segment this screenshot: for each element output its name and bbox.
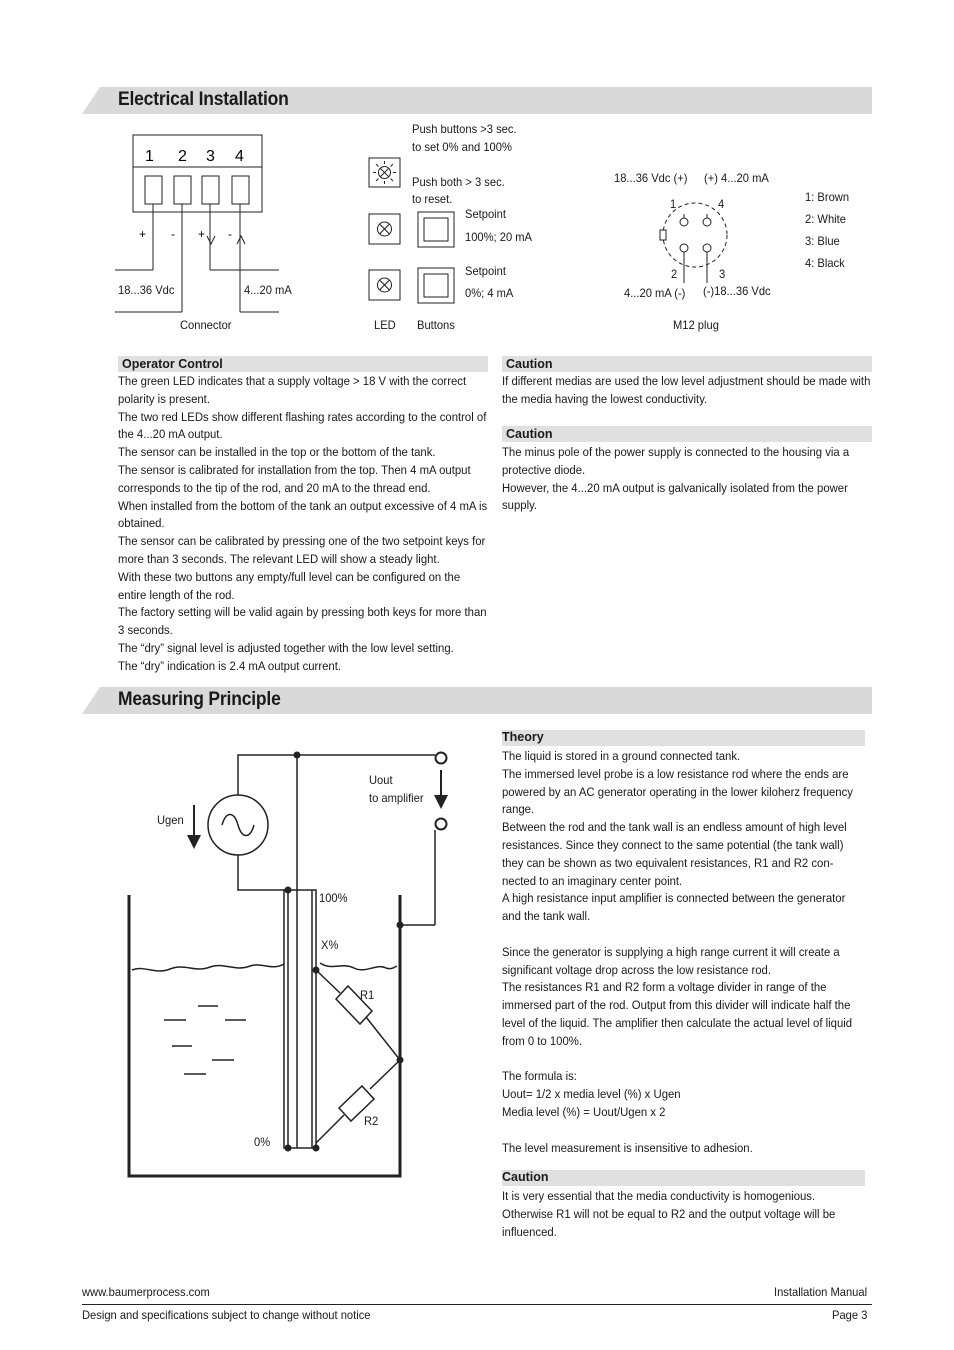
theory-bar (502, 730, 865, 746)
wire-color-3: 3: Blue (805, 234, 840, 248)
footer-divider (82, 1304, 872, 1305)
caution-2-text (502, 444, 874, 515)
setpoint-low-button (418, 268, 454, 303)
wire-color-1: 1: Brown (805, 190, 850, 204)
theory-paragraph: The level measurement is insensitive to adhesion. (502, 1140, 753, 1155)
connector-number-2: 2 (178, 148, 187, 165)
connector-sign-3: + (198, 227, 206, 241)
r1-label: R1 (360, 988, 375, 1002)
ugen-label: Ugen (157, 813, 184, 827)
caution-2-bar (502, 426, 872, 442)
theory-paragraph (502, 1122, 867, 1140)
m12-caption: M12 plug (673, 318, 719, 332)
m12-top-right-label: (+) 4...20 mA (704, 171, 769, 185)
level-x-label: X% (321, 938, 339, 952)
theory-paragraph (502, 926, 867, 944)
m12-pin-3-label: 3 (719, 267, 726, 281)
r2-label: R2 (364, 1114, 379, 1128)
led-caption: LED (374, 318, 396, 332)
caution-3-bar (502, 1170, 865, 1186)
led-low-icon (369, 270, 400, 300)
connector-output-label: 4...20 mA (244, 283, 292, 297)
m12-pin-4-label: 4 (718, 197, 725, 211)
operator-paragraph: The two red LEDs show different flashing rates according to the control of the 4...20 mA output. (118, 409, 487, 442)
section-title-electrical: Electrical Installation (118, 89, 289, 110)
connector-number-3: 3 (206, 148, 215, 165)
theory-paragraph: Between the rod and the tank wall is an endless amount of high level resistances. Since they connect to the same potential (the tank wall) they can be shown as two equivalent resistances, R1 and R2 con-nected to an imaginary center point. (502, 820, 847, 888)
buttons-caption: Buttons (417, 318, 455, 332)
connector-caption: Connector (180, 318, 232, 332)
operator-control-title: Operator Control (122, 357, 223, 371)
theory-paragraph: The formula is: (502, 1069, 577, 1084)
theory-paragraph: Since the generator is supplying a high range current it will create a significant voltage drop across the low resistance rod. (502, 944, 840, 977)
operator-paragraph: When installed from the bottom of the tank an output excessive of 4 mA is obtained. (118, 498, 488, 531)
operator-paragraph: The sensor can be calibrated by pressing one of the two setpoint keys for more than 3 seconds. The relevant LED will show a steady light. (118, 534, 486, 566)
caution-3-text (502, 1188, 867, 1241)
caution-2-title: Caution (506, 427, 553, 441)
caution-paragraph: However, the 4...20 mA output is galvanically isolated from the power supply. (502, 480, 848, 513)
footer-manual: Installation Manual (774, 1285, 868, 1299)
level-0-label: 0% (254, 1135, 271, 1149)
operator-paragraph: The “dry” indication is 2.4 mA output current. (118, 658, 342, 673)
theory-paragraph: A high resistance input amplifier is connected between the generator and the tank wall. (502, 891, 846, 924)
led-button-panel (366, 155, 466, 305)
connector-sign-1: + (139, 227, 147, 241)
operator-paragraph: The “dry” signal level is adjusted together with the low level setting. (118, 640, 454, 655)
push-note-line-3: Push both > 3 sec. (412, 175, 505, 189)
caution-paragraph: The minus pole of the power supply is connected to the housing via a protective diode. (502, 445, 850, 477)
theory-paragraph: Media level (%) = Uout/Ugen x 2 (502, 1104, 666, 1119)
operator-paragraph: With these two buttons any empty/full level can be configured on the entire length of the rod. (118, 569, 461, 602)
connector-number-4: 4 (235, 148, 244, 165)
setpoint-high-label: Setpoint (465, 207, 506, 221)
theory-paragraph: The liquid is stored in a ground connected tank. (502, 749, 741, 763)
footer-page-number: Page 3 (832, 1308, 868, 1322)
operator-paragraph: The green LED indicates that a supply voltage > 18 V with the correct polarity is present. (118, 374, 467, 406)
m12-bottom-right-label: (-)18...36 Vdc (703, 284, 771, 298)
connector-number-1: 1 (145, 148, 154, 165)
m12-pin-2-label: 2 (671, 267, 678, 281)
setpoint-high-button (418, 212, 454, 247)
caution-1-bar (502, 356, 872, 372)
caution-paragraph: It is very essential that the media conductivity is homogenious. Otherwise R1 will not be equal to R2 and the output voltage will be influenced. (502, 1189, 836, 1239)
operator-control-text (118, 373, 490, 676)
footer-disclaimer: Design and specifications subject to change without notice (82, 1308, 371, 1322)
connector-sign-2: - (171, 227, 175, 241)
m12-top-left-label: 18...36 Vdc (+) (614, 171, 688, 185)
wire-color-2: 2: White (805, 212, 846, 226)
theory-paragraph: Uout= 1/2 x media level (%) x Ugen (502, 1087, 681, 1102)
section-title-measuring: Measuring Principle (118, 689, 281, 710)
setpoint-low-label: Setpoint (465, 264, 506, 278)
footer-website: www.baumerprocess.com (82, 1285, 210, 1299)
theory-text (502, 748, 867, 1157)
push-note-line-4: to reset. (412, 192, 453, 206)
setpoint-high-value: 100%; 20 mA (465, 230, 533, 244)
connector-supply-label: 18...36 Vdc (118, 283, 175, 297)
theory-paragraph: The immersed level probe is a low resistance rod where the ends are powered by an AC generator operating in the lower kiloherz frequency range. (502, 766, 853, 817)
operator-paragraph: The sensor can be installed in the top or the bottom of the tank. (118, 445, 436, 460)
connector-sign-4: - (228, 227, 232, 241)
operator-paragraph: The factory setting will be valid again by pressing both keys for more than 3 seconds. (118, 605, 487, 638)
wire-color-4: 4: Black (805, 256, 845, 270)
push-note-line-1: Push buttons >3 sec. (412, 122, 517, 136)
m12-bottom-left-label: 4...20 mA (-) (624, 286, 686, 300)
theory-paragraph (502, 1051, 867, 1069)
level-100-label: 100% (319, 891, 348, 905)
setpoint-low-value: 0%; 4 mA (465, 286, 514, 300)
theory-title: Theory (502, 730, 544, 744)
m12-plug-diagram (640, 190, 750, 290)
caution-1-text (502, 373, 874, 409)
led-high-icon (369, 214, 400, 244)
uout-label: Uout (369, 773, 393, 787)
caution-1-title: Caution (506, 357, 553, 371)
caution-3-title: Caution (502, 1170, 549, 1184)
push-note-line-2: to set 0% and 100% (412, 140, 512, 154)
uout-sub-label: to amplifier (369, 791, 424, 805)
caution-paragraph: If different medias are used the low level adjustment should be made with the media having the lowest conductivity. (502, 374, 871, 406)
operator-paragraph: The sensor is calibrated for installation from the top. Then 4 mA output corresponds to the tip of the rod, and 20 mA to the thread end. (118, 462, 471, 495)
m12-pin-1-label: 1 (670, 197, 677, 211)
sun-led-icon (369, 158, 400, 187)
theory-paragraph: The resistances R1 and R2 form a voltage divider in range of the immersed part of the rod. Output from this divider will indicate half the level of the liquid. The amplifier then calculate the actual level of liquid from 0 to 100%. (502, 980, 853, 1048)
